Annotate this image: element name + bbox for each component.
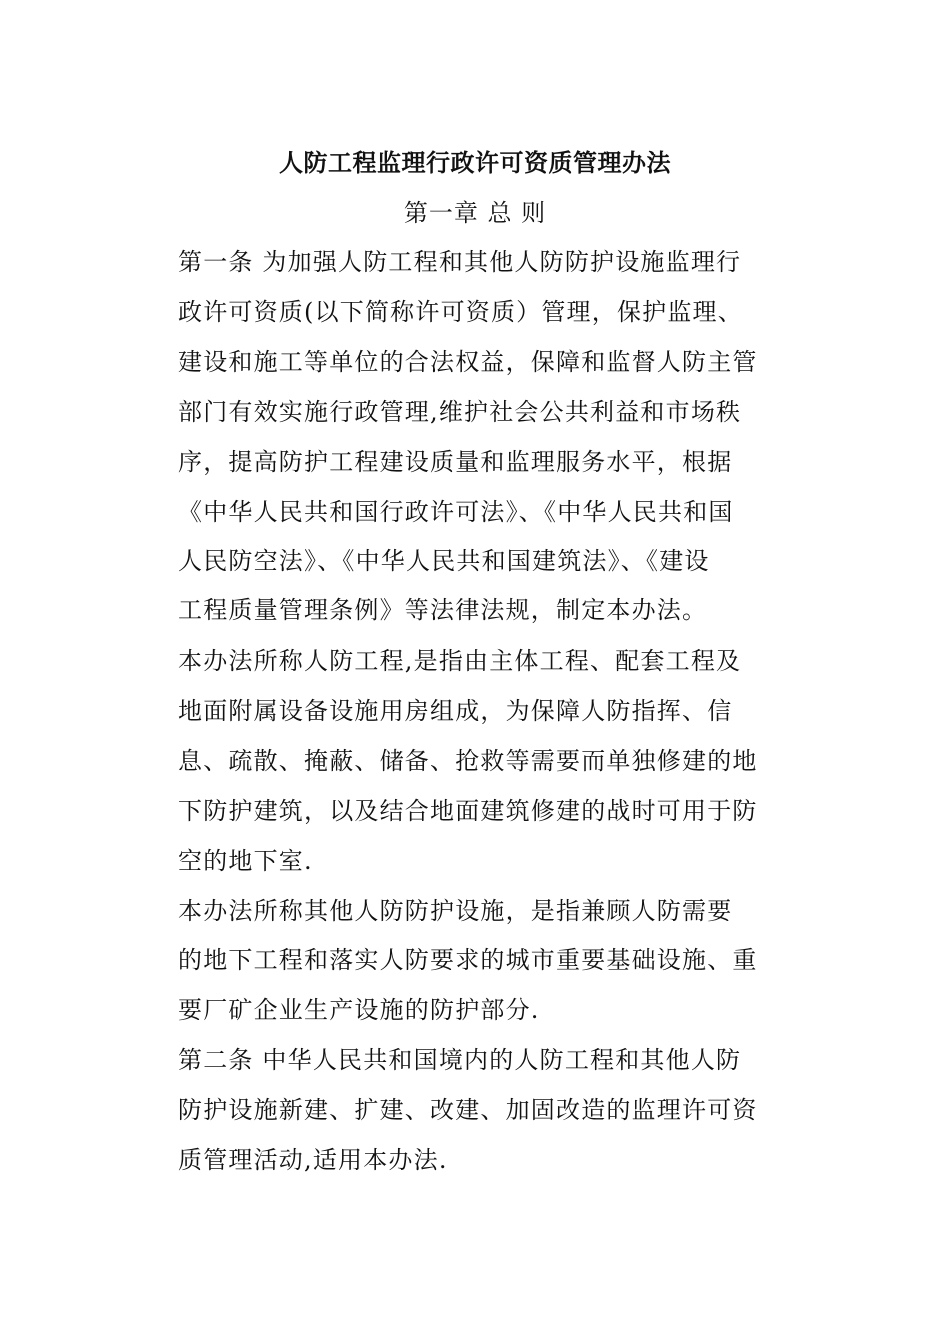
text-line: 防护设施新建、扩建、改建、加固改造的监理许可资: [178, 1096, 758, 1124]
text-line: 要厂矿企业生产设施的防护部分.: [178, 996, 540, 1024]
text-line: 本办法所称人防工程,是指由主体工程、配套工程及: [178, 647, 742, 675]
text-line: 工程质量管理条例》等法律法规，制定本办法。: [178, 596, 708, 624]
text-line: 的地下工程和落实人防要求的城市重要基础设施、重: [178, 946, 758, 974]
document-title: 人防工程监理行政许可资质管理办法: [279, 149, 671, 177]
text-line: 第二条 中华人民共和国境内的人防工程和其他人防: [178, 1046, 742, 1074]
text-line: 质管理活动,适用本办法.: [178, 1146, 448, 1174]
text-line: 序，提高防护工程建设质量和监理服务水平，根据: [178, 448, 733, 476]
text-line: 空的地下室.: [178, 847, 313, 875]
text-line: 建设和施工等单位的合法权益，保障和监督人防主管: [178, 348, 758, 376]
text-line: 下防护建筑，以及结合地面建筑修建的战时可用于防: [178, 797, 758, 825]
text-line: 息、疏散、掩蔽、储备、抢救等需要而单独修建的地: [178, 747, 758, 775]
text-line: 部门有效实施行政管理,维护社会公共利益和市场秩: [178, 398, 742, 426]
text-line: 人民防空法》、《中华人民共和国建筑法》、《建设: [178, 547, 710, 575]
text-line: 本办法所称其他人防防护设施，是指兼顾人防需要: [178, 897, 733, 925]
text-line: 地面附属设备设施用房组成，为保障人防指挥、信: [178, 697, 733, 725]
text-line: 《中华人民共和国行政许可法》、《中华人民共和国: [178, 498, 734, 526]
text-line: 政许可资质(以下简称许可资质）管理，保护监理、: [178, 298, 743, 326]
chapter-heading: 第一章 总 则: [403, 199, 547, 227]
text-line: 第一条 为加强人防工程和其他人防防护设施监理行: [178, 248, 742, 276]
